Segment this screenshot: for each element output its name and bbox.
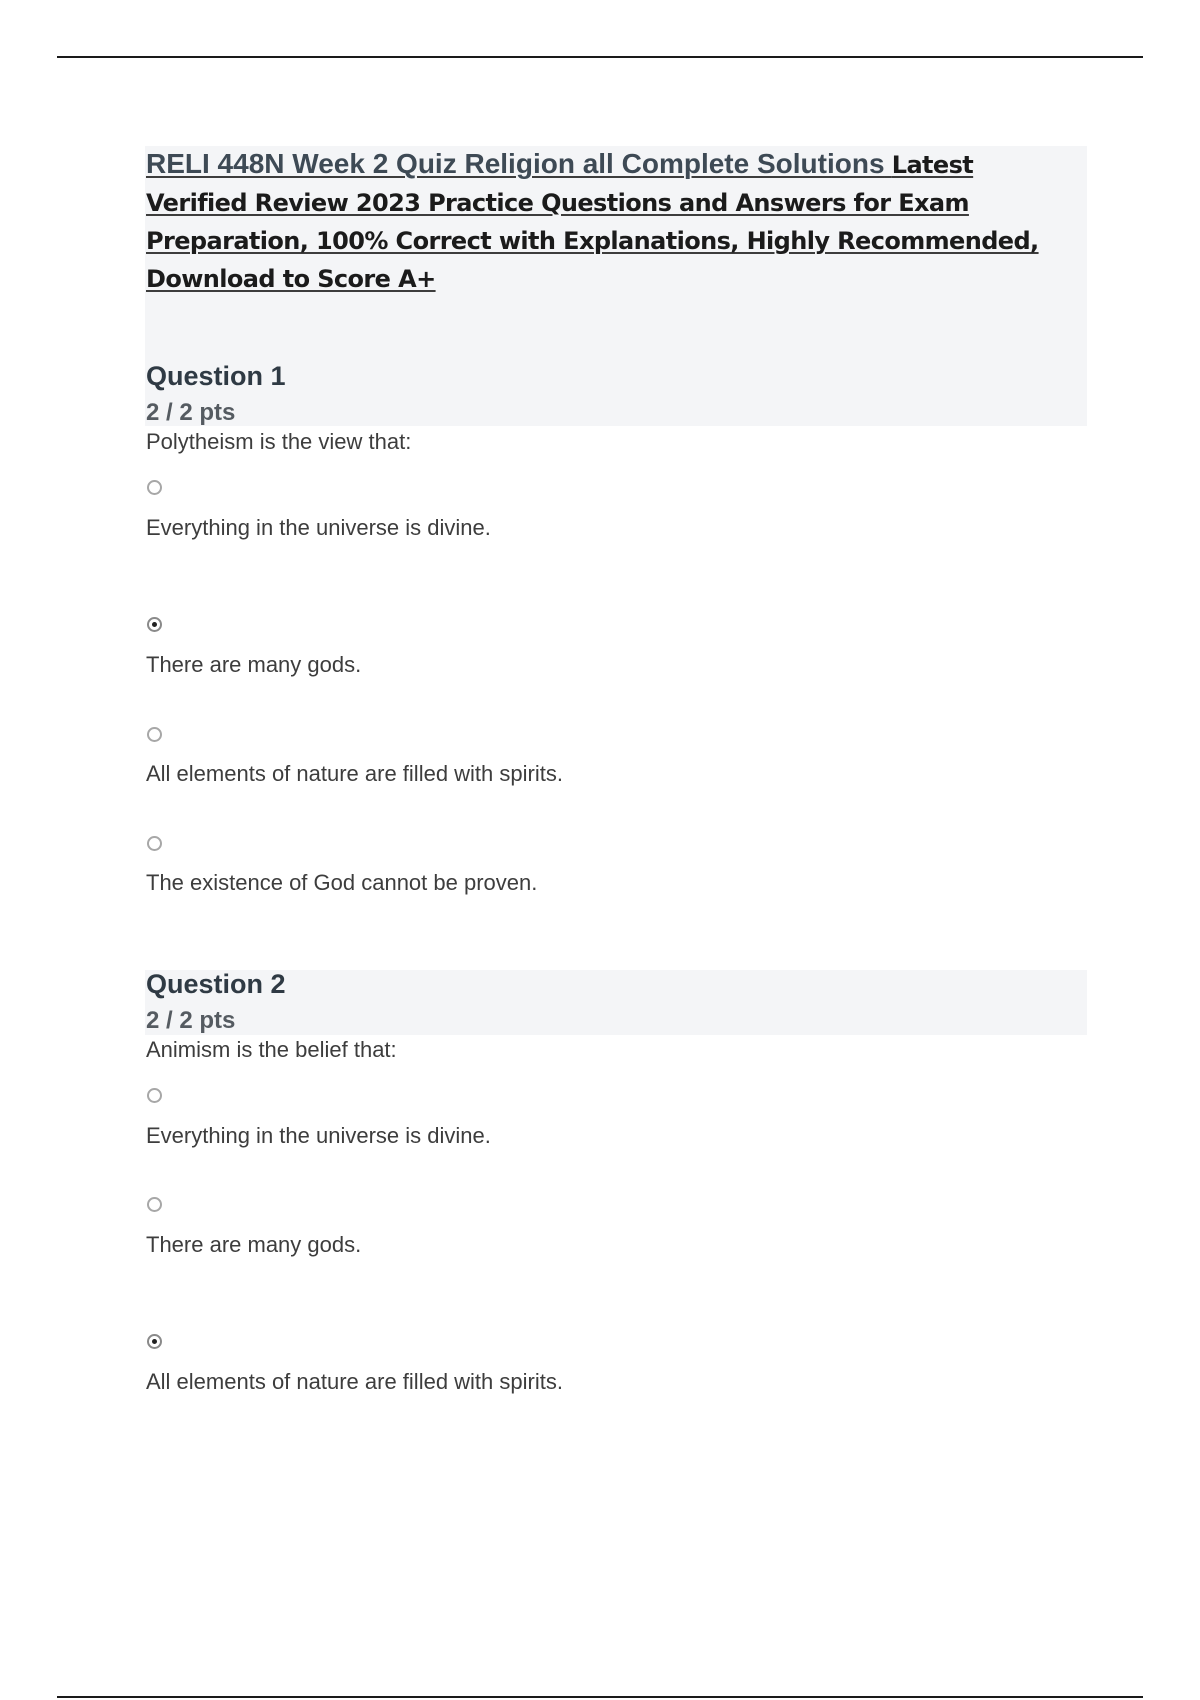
question-2-title: Question 2	[146, 969, 286, 999]
question-1-prompt: Polytheism is the view that:	[146, 429, 412, 454]
question-2-option-3-radio[interactable]	[147, 1334, 162, 1349]
question-2-points: 2 / 2 pts	[146, 1007, 236, 1034]
question-1-option-2-radio[interactable]	[147, 617, 162, 632]
question-2-option-2-radio[interactable]	[147, 1197, 162, 1212]
question-2-prompt: Animism is the belief that:	[146, 1037, 397, 1062]
question-1-option-3-radio[interactable]	[147, 727, 162, 742]
question-1-option-1-radio[interactable]	[147, 480, 162, 495]
question-1-title: Question 1	[146, 361, 286, 391]
bottom-rule	[57, 1696, 1143, 1698]
document-title-description: Latest Verified Review 2023 Practice Questions and Answers for Exam Preparation, 100% Correct with Explanations, Highly Recommended, Download to Score A+	[146, 151, 1039, 293]
question-2-header-band	[145, 970, 1087, 1035]
question-1-option-1-text: Everything in the universe is divine.	[146, 515, 491, 540]
question-2-option-1-text: Everything in the universe is divine.	[146, 1123, 491, 1148]
question-2-option-1-radio[interactable]	[147, 1088, 162, 1103]
question-1-option-4-radio[interactable]	[147, 836, 162, 851]
document-title-course: RELI 448N Week 2 Quiz Religion all Complete Solutions	[146, 148, 885, 179]
question-2-option-2-text: There are many gods.	[146, 1232, 362, 1257]
question-1-points: 2 / 2 pts	[146, 399, 236, 426]
question-1-option-2-text: There are many gods.	[146, 652, 362, 677]
document-title	[146, 145, 1046, 298]
question-1-option-3-text: All elements of nature are filled with spirits.	[146, 761, 563, 786]
question-2-option-3-text: All elements of nature are filled with spirits.	[146, 1369, 563, 1394]
top-rule	[57, 56, 1143, 58]
question-1-option-4-text: The existence of God cannot be proven.	[146, 870, 538, 895]
